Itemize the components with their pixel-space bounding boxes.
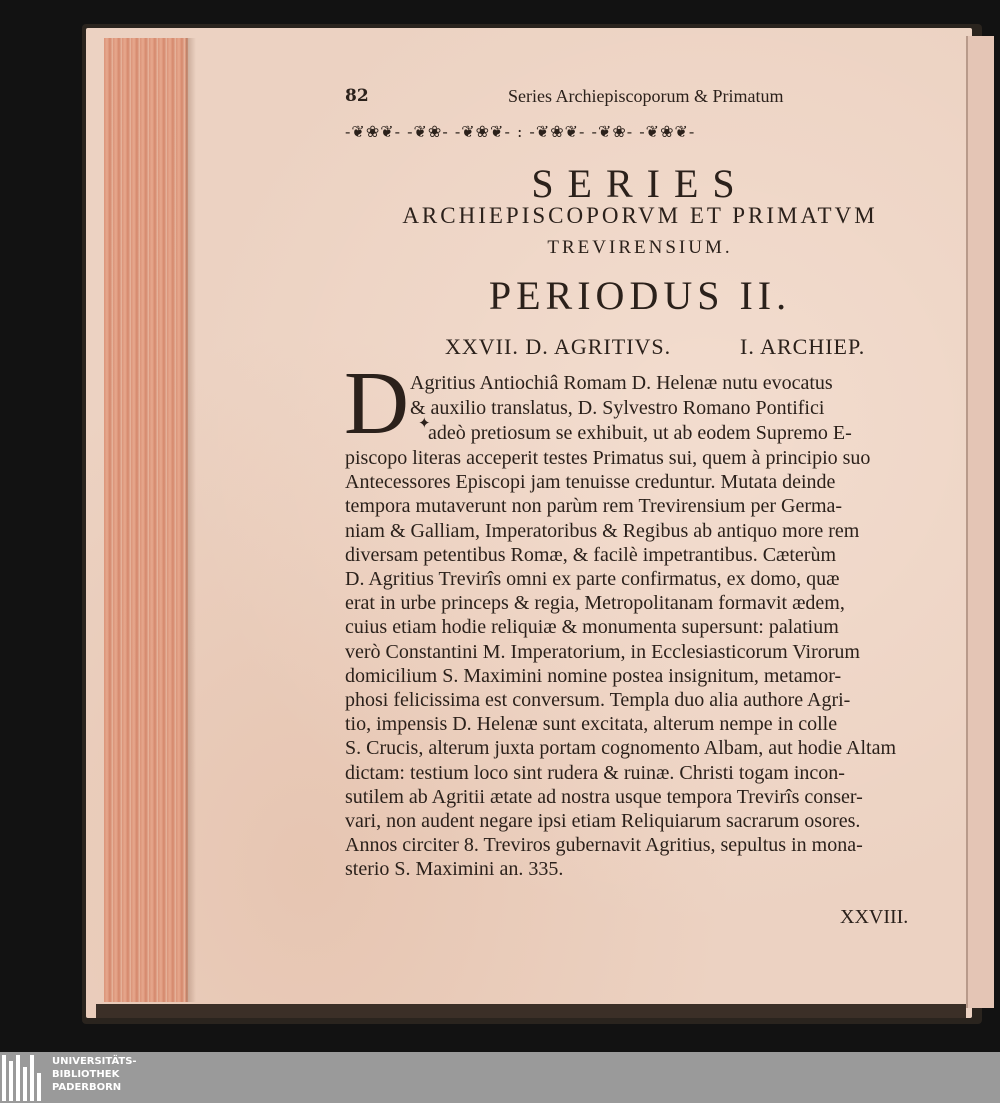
text-line: dictam: testium loco sint rudera & ruinæ. Christi togam incon-: [345, 761, 845, 784]
text-line: verò Constantini M. Imperatorium, in Ecclesiasticorum Virorum: [345, 640, 860, 663]
page-edges: [104, 38, 188, 1002]
heading-rank: I. ARCHIEP.: [740, 334, 866, 359]
text-line: niam & Galliam, Imperatoribus & Regibus ab antiquo more rem: [345, 519, 860, 542]
text-line: sutilem ab Agritii ætate ad nostra usque tempora Trevirîs conser-: [345, 785, 863, 808]
library-footer: [0, 1052, 1000, 1103]
text-line: domicilium S. Maximini nomine postea insignitum, metamor-: [345, 664, 842, 687]
text-line: phosi felicissima est conversum. Templa duo alia authore Agri-: [345, 689, 851, 711]
text-line: S. Crucis, alterum juxta portam cognomento Albam, aut hodie Altam: [345, 737, 897, 760]
text-line: tio, impensis D. Helenæ sunt excitata, alterum nempe in colle: [345, 713, 838, 736]
catchword: XXVIII.: [840, 906, 909, 928]
page-number: 82: [345, 86, 369, 106]
library-name-line3: PADERBORN: [52, 1082, 122, 1093]
text-line: erat in urbe princeps & regia, Metropolitanam formavit ædem,: [345, 592, 845, 615]
running-title: Series Archiepiscoporum & Primatum: [508, 86, 784, 106]
text-line: & auxilio translatus, D. Sylvestro Romano Pontifici: [410, 397, 825, 419]
library-name: [52, 1055, 137, 1094]
text-line: Antecessores Episcopi jam tenuisse creduntur. Mutata deinde: [345, 471, 836, 494]
library-name-line2: BIBLIOTHEK: [52, 1069, 120, 1080]
text-line: piscopo literas acceperit testes Primatus sui, quem à principio suo: [345, 447, 871, 469]
text-line: cuius etiam hodie reliquiæ & monumenta supersunt: palatium: [345, 616, 839, 639]
text-line: vari, non audent negare ipsi etiam Reliquiarum sacrarum osores.: [345, 810, 861, 832]
text-line: adeò pretiosum se exhibuit, ut ab eodem Supremo E-: [428, 422, 852, 444]
title-series: SERIES: [531, 161, 749, 206]
book-board-bottom: [96, 1004, 966, 1018]
page-gutter: [186, 38, 196, 1002]
text-line: Agritius Antiochiâ Romam D. Helenæ nutu evocatus: [410, 372, 833, 394]
text-line: D. Agritius Trevirîs omni ex parte confirmatus, ex domo, quæ: [345, 568, 840, 590]
text-line: diversam petentibus Romæ, & facilè impetrantibus. Cæterùm: [345, 543, 837, 566]
library-name-line1: UNIVERSITÄTS-: [52, 1056, 137, 1067]
title-periodus: PERIODUS II.: [488, 273, 792, 318]
text-line: Annos circiter 8. Treviros gubernavit Agritius, sepultus in mona-: [345, 834, 863, 857]
right-page-edge: [966, 36, 994, 1008]
running-head: [345, 86, 935, 112]
heading-name: XXVII. D. AGRITIVS.: [445, 334, 672, 359]
drop-cap: D: [344, 354, 409, 453]
text-line: sterio S. Maximini an. 335.: [345, 858, 564, 881]
title-archiepiscoporum: ARCHIEPISCOPORVM ET PRIMATVM: [402, 203, 878, 228]
title-trevirensium: TREVIRENSIUM.: [547, 237, 733, 258]
drop-cap-ornament-icon: ✦: [418, 414, 431, 432]
library-logo-icon: [2, 1055, 46, 1101]
text-line: tempora mutaverunt non parùm rem Trevirensium per Germa-: [345, 495, 843, 518]
ornament-band: -❦❀❦- -❦❀- -❦❀❦- : -❦❀❦- -❦❀- -❦❀❦-: [345, 122, 696, 141]
